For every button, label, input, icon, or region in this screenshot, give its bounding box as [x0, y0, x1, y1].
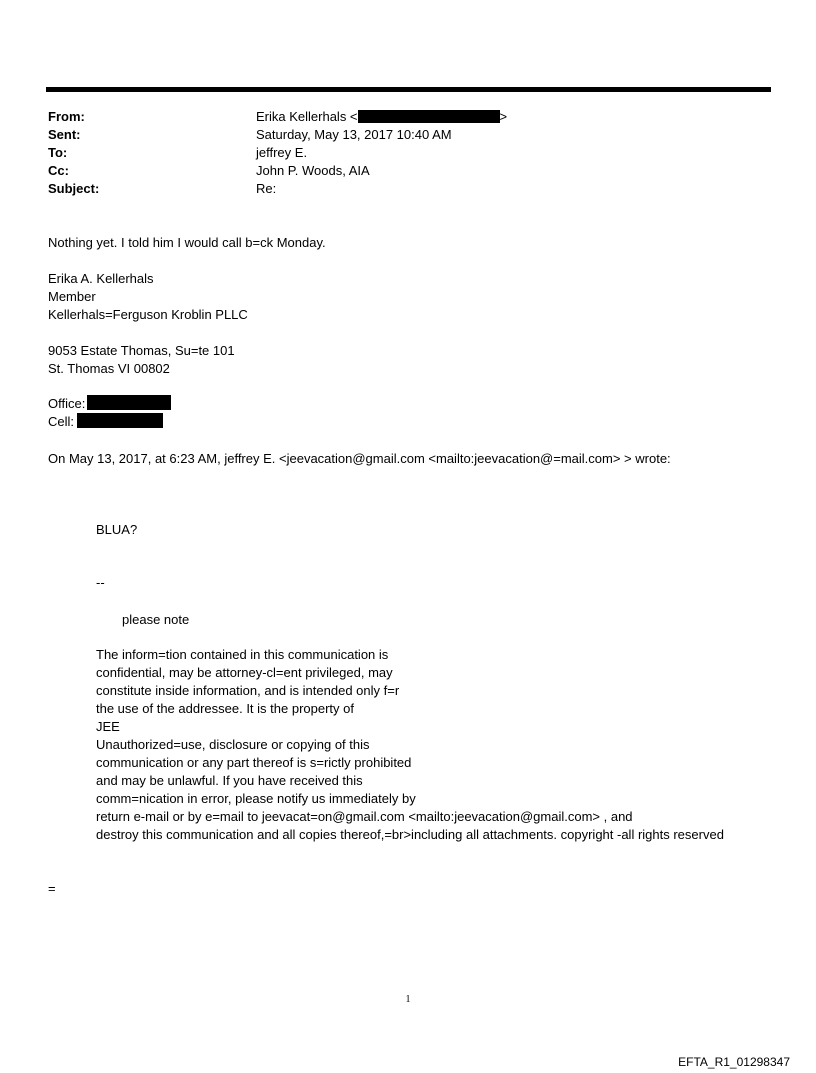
disclaimer-line: return e-mail or by e=mail to jeevacat=on@gmail.com <mailto:jeevacation@gmail.com> , and — [96, 809, 633, 824]
disclaimer-line: constitute inside information, and is intended only f=r — [96, 683, 400, 698]
cc-value: John P. Woods, AIA — [256, 163, 370, 178]
disclaimer-line: Unauthorized=use, disclosure or copying of this — [96, 737, 370, 752]
from-value — [256, 108, 507, 126]
disclaimer-line: destroy this communication and all copies thereof,=br>including all attachments. copyright -all rights reserved — [96, 827, 724, 842]
sent-value: Saturday, May 13, 2017 10:40 AM — [256, 127, 452, 142]
disclaimer-line: and may be unlawful. If you have received this — [96, 773, 363, 788]
from-name: Erika Kellerhals < — [256, 109, 358, 124]
sent-label: Sent: — [48, 127, 81, 142]
signature-firm: Kellerhals=Ferguson Kroblin PLLC — [48, 307, 248, 322]
office-line — [48, 395, 171, 413]
disclaimer-line: the use of the addressee. It is the property of — [96, 701, 354, 716]
trailing-char: = — [48, 881, 56, 896]
document-id: EFTA_R1_01298347 — [678, 1055, 790, 1069]
cell-label: Cell: — [48, 414, 75, 429]
header-rule — [46, 87, 771, 92]
address-line-2: St. Thomas VI 00802 — [48, 361, 170, 376]
reply-text: Nothing yet. I told him I would call b=ck Monday. — [48, 235, 326, 250]
from-close: > — [499, 109, 508, 124]
disclaimer-line: confidential, may be attorney-cl=ent privileged, may — [96, 665, 393, 680]
redacted-email — [358, 110, 500, 123]
cell-line — [48, 413, 163, 431]
disclaimer-line: JEE — [96, 719, 120, 734]
disclaimer-line: comm=nication in error, please notify us immediately by — [96, 791, 416, 806]
please-note: please note — [122, 612, 190, 627]
to-value: jeffrey E. — [256, 145, 308, 160]
office-label: Office: — [48, 396, 86, 411]
disclaimer-line: communication or any part thereof is s=rictly prohibited — [96, 755, 412, 770]
signature-title: Member — [48, 289, 96, 304]
signature-separator: -- — [96, 575, 105, 590]
cc-label: Cc: — [48, 163, 69, 178]
page-number: 1 — [405, 994, 411, 1005]
signature-name: Erika A. Kellerhals — [48, 271, 154, 286]
disclaimer-line: The inform=tion contained in this communication is — [96, 647, 389, 662]
to-label: To: — [48, 145, 68, 160]
subject-value: Re: — [256, 181, 277, 196]
quoted-message: BLUA? — [96, 522, 138, 537]
subject-label: Subject: — [48, 181, 100, 196]
redacted-office-phone — [87, 395, 171, 410]
quote-header: On May 13, 2017, at 6:23 AM, jeffrey E. <jeevacation@gmail.com <mailto:jeevacation@=mail.com> > wrote: — [48, 451, 671, 466]
address-line-1: 9053 Estate Thomas, Su=te 101 — [48, 343, 235, 358]
from-label: From: — [48, 109, 85, 124]
redacted-cell-phone — [77, 413, 163, 428]
